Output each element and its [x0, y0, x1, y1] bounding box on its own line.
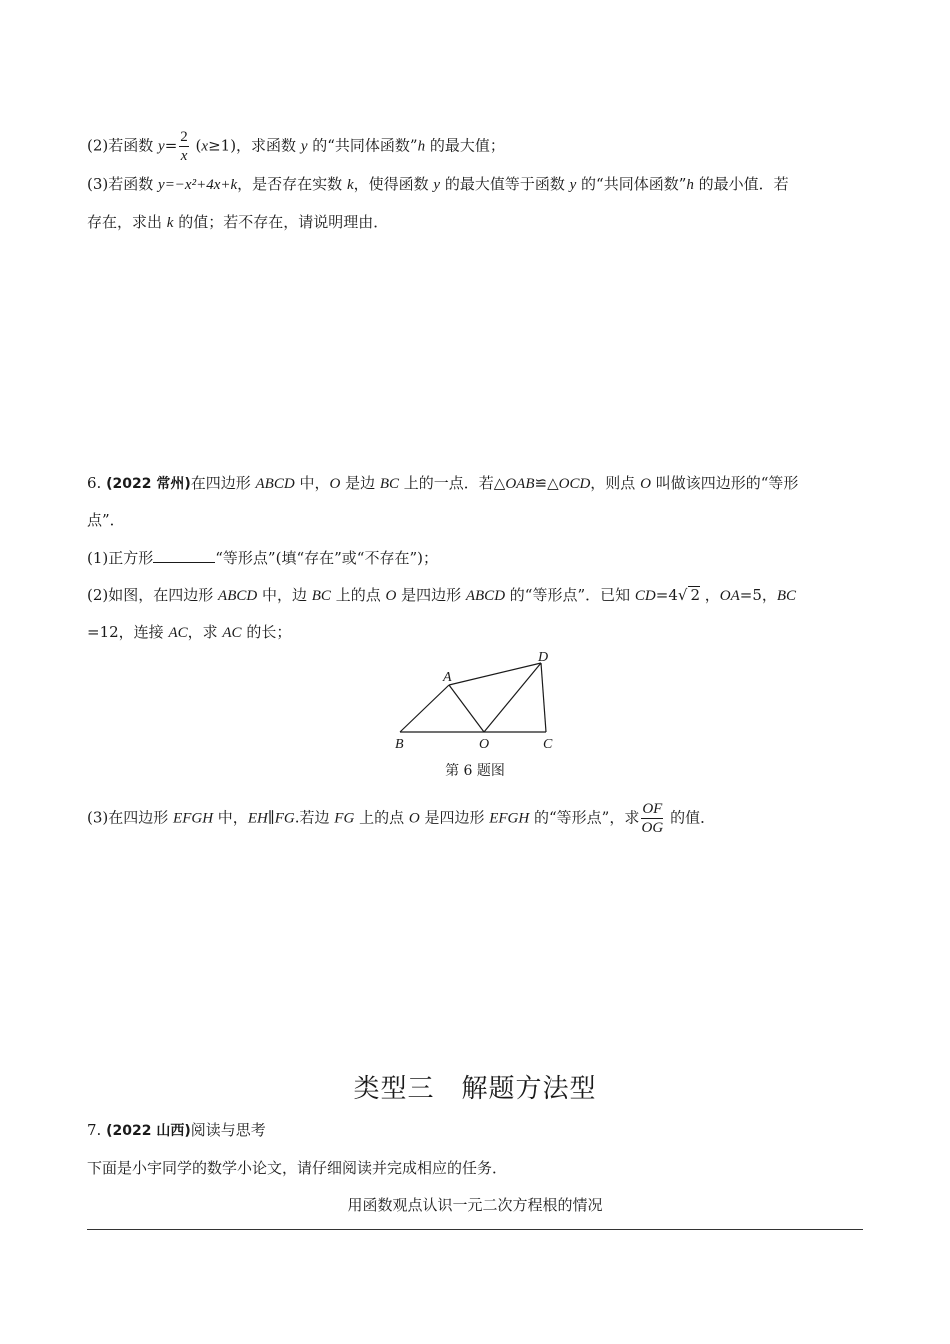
essay-title: 用函数观点认识一元二次方程根的情况 — [347, 1196, 603, 1214]
parallel-symbol: ∥ — [267, 808, 275, 827]
label: FG — [274, 810, 295, 827]
label: ABCD — [255, 476, 295, 492]
text: ， — [699, 586, 720, 604]
q6-part3 — [87, 800, 715, 837]
text: ，是否存在实数 — [237, 175, 347, 193]
label: BC — [311, 588, 331, 604]
point-label-b: B — [395, 737, 404, 752]
text: ≥1)，求函数 — [208, 136, 301, 155]
text: (2)若函数 — [87, 136, 159, 155]
text: “等形点”(填“存在”或“不存在”)； — [215, 549, 438, 567]
label: O — [640, 476, 651, 492]
text: 中，边 — [257, 586, 312, 604]
text: ，求 — [187, 623, 223, 641]
text: 叫做该四边形的“等形 — [650, 474, 799, 492]
var-y: y — [158, 138, 165, 155]
q6-stem-line2 — [87, 510, 125, 530]
label: O — [329, 476, 341, 492]
text: 上的点 — [354, 808, 409, 827]
label: OAB — [505, 476, 535, 492]
label: ABCD — [465, 588, 506, 604]
text: 在四边形 — [190, 474, 256, 492]
q5-part3-line1 — [87, 174, 789, 195]
text: 的“共同体函数” — [307, 136, 418, 155]
sqrt-radicand: 2 — [690, 586, 700, 604]
text: 的最大值等于函数 — [440, 175, 570, 193]
label: BC — [776, 588, 797, 604]
figure-caption: 第 6 题图 — [445, 763, 505, 779]
q5-part3-line2 — [87, 212, 388, 233]
question-source: (2022 山西) — [106, 1123, 191, 1139]
label: OA — [719, 588, 740, 604]
numerator: 2 — [180, 129, 188, 145]
label: FG — [334, 810, 355, 827]
text: 的值． — [665, 808, 716, 827]
label: AC — [222, 625, 242, 641]
var-k: k — [346, 177, 354, 193]
var-y: y — [433, 177, 441, 193]
text: 的最小值．若 — [693, 175, 789, 193]
sqrt-symbol: √ — [677, 586, 688, 604]
text: (2)如图，在四边形 — [87, 586, 219, 604]
section-title: 类型三 解题方法型 — [353, 1074, 597, 1104]
text: ，使得函数 — [353, 175, 434, 193]
text: =4 — [655, 586, 678, 604]
text: (3)若函数 — [87, 175, 159, 193]
var-h: h — [417, 138, 426, 155]
text: .若边 — [294, 808, 335, 827]
text: 的“等形点”，求 — [529, 808, 640, 827]
text: ，则点 — [590, 474, 641, 492]
denominator: OG — [641, 820, 664, 836]
q7-intro: 下面是小宇同学的数学小论文，请仔细阅读并完成相应的任务． — [87, 1159, 508, 1177]
text: =12，连接 — [87, 623, 169, 641]
text: 的值；若不存在，请说明理由． — [173, 213, 389, 231]
label: OCD — [558, 476, 591, 492]
text: = — [164, 136, 178, 155]
fraction-of-over-og — [641, 800, 663, 837]
answer-blank[interactable] — [153, 548, 215, 563]
q6-part2-line2 — [87, 622, 291, 643]
q6-part2-line1 — [87, 585, 796, 606]
question-number: 7. — [87, 1121, 107, 1139]
q6-stem-line1 — [87, 473, 798, 494]
text: (3)在四边形 — [87, 808, 174, 827]
label: EFGH — [489, 810, 530, 827]
text: (1)正方形 — [87, 549, 154, 567]
point-label-d: D — [538, 650, 549, 665]
point-label-o: O — [479, 737, 490, 752]
label: AC — [168, 625, 188, 641]
text: 的“等形点”．已知 — [505, 586, 635, 604]
var-k: k — [166, 215, 174, 231]
function-expression: y=−x²+4x+k — [158, 177, 238, 193]
question-source: (2022 常州) — [106, 476, 191, 492]
divider — [87, 1229, 863, 1230]
text: =5， — [739, 586, 777, 604]
q7-header — [87, 1120, 266, 1141]
text: 中， — [294, 474, 330, 492]
var-h: h — [686, 177, 694, 193]
question-title: 阅读与思考 — [190, 1121, 266, 1139]
text: 的“共同体函数” — [576, 175, 687, 193]
text: ≌△ — [534, 474, 559, 492]
text: 上的一点．若△ — [399, 474, 506, 492]
label: ABCD — [218, 588, 258, 604]
var-x: x — [201, 138, 209, 155]
numerator: OF — [642, 801, 663, 817]
text: 的长； — [241, 623, 292, 641]
label: O — [385, 588, 397, 604]
label: BC — [379, 476, 400, 492]
text: 存在，求出 — [87, 213, 167, 231]
text: 是边 — [340, 474, 380, 492]
text: 是四边形 — [419, 808, 490, 827]
label: EFGH — [173, 810, 214, 827]
label: CD — [634, 588, 656, 604]
text: ( — [190, 136, 202, 155]
var-y: y — [300, 138, 308, 155]
text: 的最大值； — [425, 136, 505, 155]
text: 上的点 — [330, 586, 386, 604]
text: 中， — [213, 808, 248, 827]
q5-part2 — [87, 128, 505, 165]
text: 是四边形 — [396, 586, 466, 604]
q6-part1 — [87, 548, 438, 568]
text: 点”． — [87, 511, 125, 529]
fraction-2-over-x — [179, 128, 189, 165]
question-number: 6. — [87, 474, 107, 492]
var-y: y — [569, 177, 577, 193]
denominator: x — [180, 148, 188, 164]
point-label-a: A — [443, 670, 452, 685]
label: EH — [247, 810, 268, 827]
label: O — [408, 810, 420, 827]
point-label-c: C — [543, 737, 553, 752]
